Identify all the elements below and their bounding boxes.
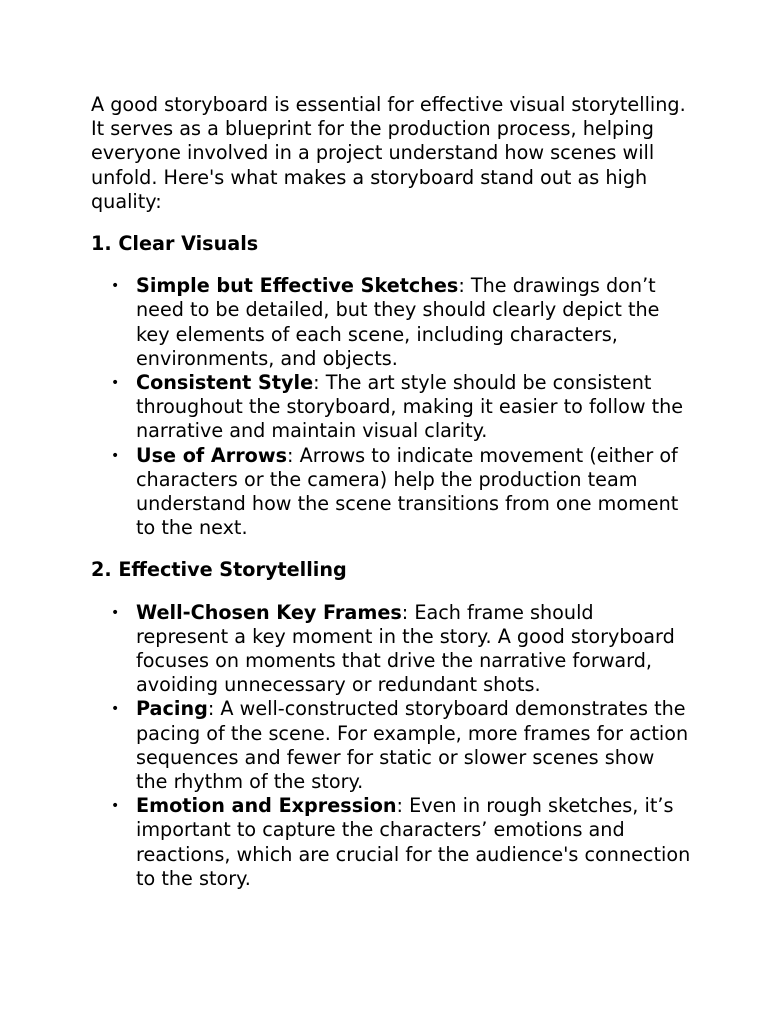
list-item — [91, 601, 691, 698]
list-item — [91, 371, 691, 444]
bullet-icon: • — [111, 447, 120, 464]
item-term: Consistent Style — [136, 371, 314, 395]
item-text: : Arrows to indicate movement (either of characters or the camera) help the production team understand how the scene transitions from one moment to the next. — [136, 443, 679, 540]
bullet-icon: • — [111, 604, 120, 621]
list-item — [91, 274, 691, 371]
item-text: : A well-constructed storyboard demonstrates the pacing of the scene. For example, more frames for action sequences and fewer for static or slower scenes show the rhythm of the story. — [136, 697, 689, 794]
intro-paragraph: A good storyboard is essential for effective visual storytelling. It serves as a blueprint for the production process, helping everyone involved in a project understand how scenes will unfold. Here's what makes a storyboard stand out as high quality: — [91, 93, 686, 213]
list-item — [91, 444, 691, 541]
bullet-icon: • — [111, 701, 120, 718]
list-item — [91, 794, 691, 891]
list-item — [91, 697, 691, 794]
item-text: : The drawings don’t need to be detailed, but they should clearly depict the key elements of each scene, including characters, environments, and objects. — [136, 274, 660, 370]
bullet-icon: • — [111, 278, 120, 295]
item-term: Simple but Effective Sketches — [136, 274, 459, 298]
item-term: Pacing — [136, 697, 208, 721]
document-body — [91, 93, 691, 909]
item-text: : The art style should be consistent throughout the storyboard, making it easier to follow the narrative and maintain visual clarity. — [136, 371, 684, 443]
bullet-list-effective-storytelling — [91, 601, 691, 891]
item-text: : Even in rough sketches, it’s important to capture the characters’ emotions and reactions, which are crucial for the audience's connection to the story. — [136, 794, 691, 890]
item-term: Well-Chosen Key Frames — [136, 600, 402, 624]
section-heading-clear-visuals: 1. Clear Visuals — [91, 232, 259, 256]
item-term: Emotion and Expression — [136, 794, 397, 818]
bullet-list-clear-visuals — [91, 274, 691, 540]
section-heading-effective-storytelling: 2. Effective Storytelling — [91, 558, 347, 582]
item-text: : Each frame should represent a key moment in the story. A good storyboard focuses on moments that drive the narrative forward, avoiding unnecessary or redundant shots. — [136, 600, 675, 697]
bullet-icon: • — [111, 798, 120, 815]
bullet-icon: • — [111, 375, 120, 392]
item-term: Use of Arrows — [136, 443, 288, 467]
